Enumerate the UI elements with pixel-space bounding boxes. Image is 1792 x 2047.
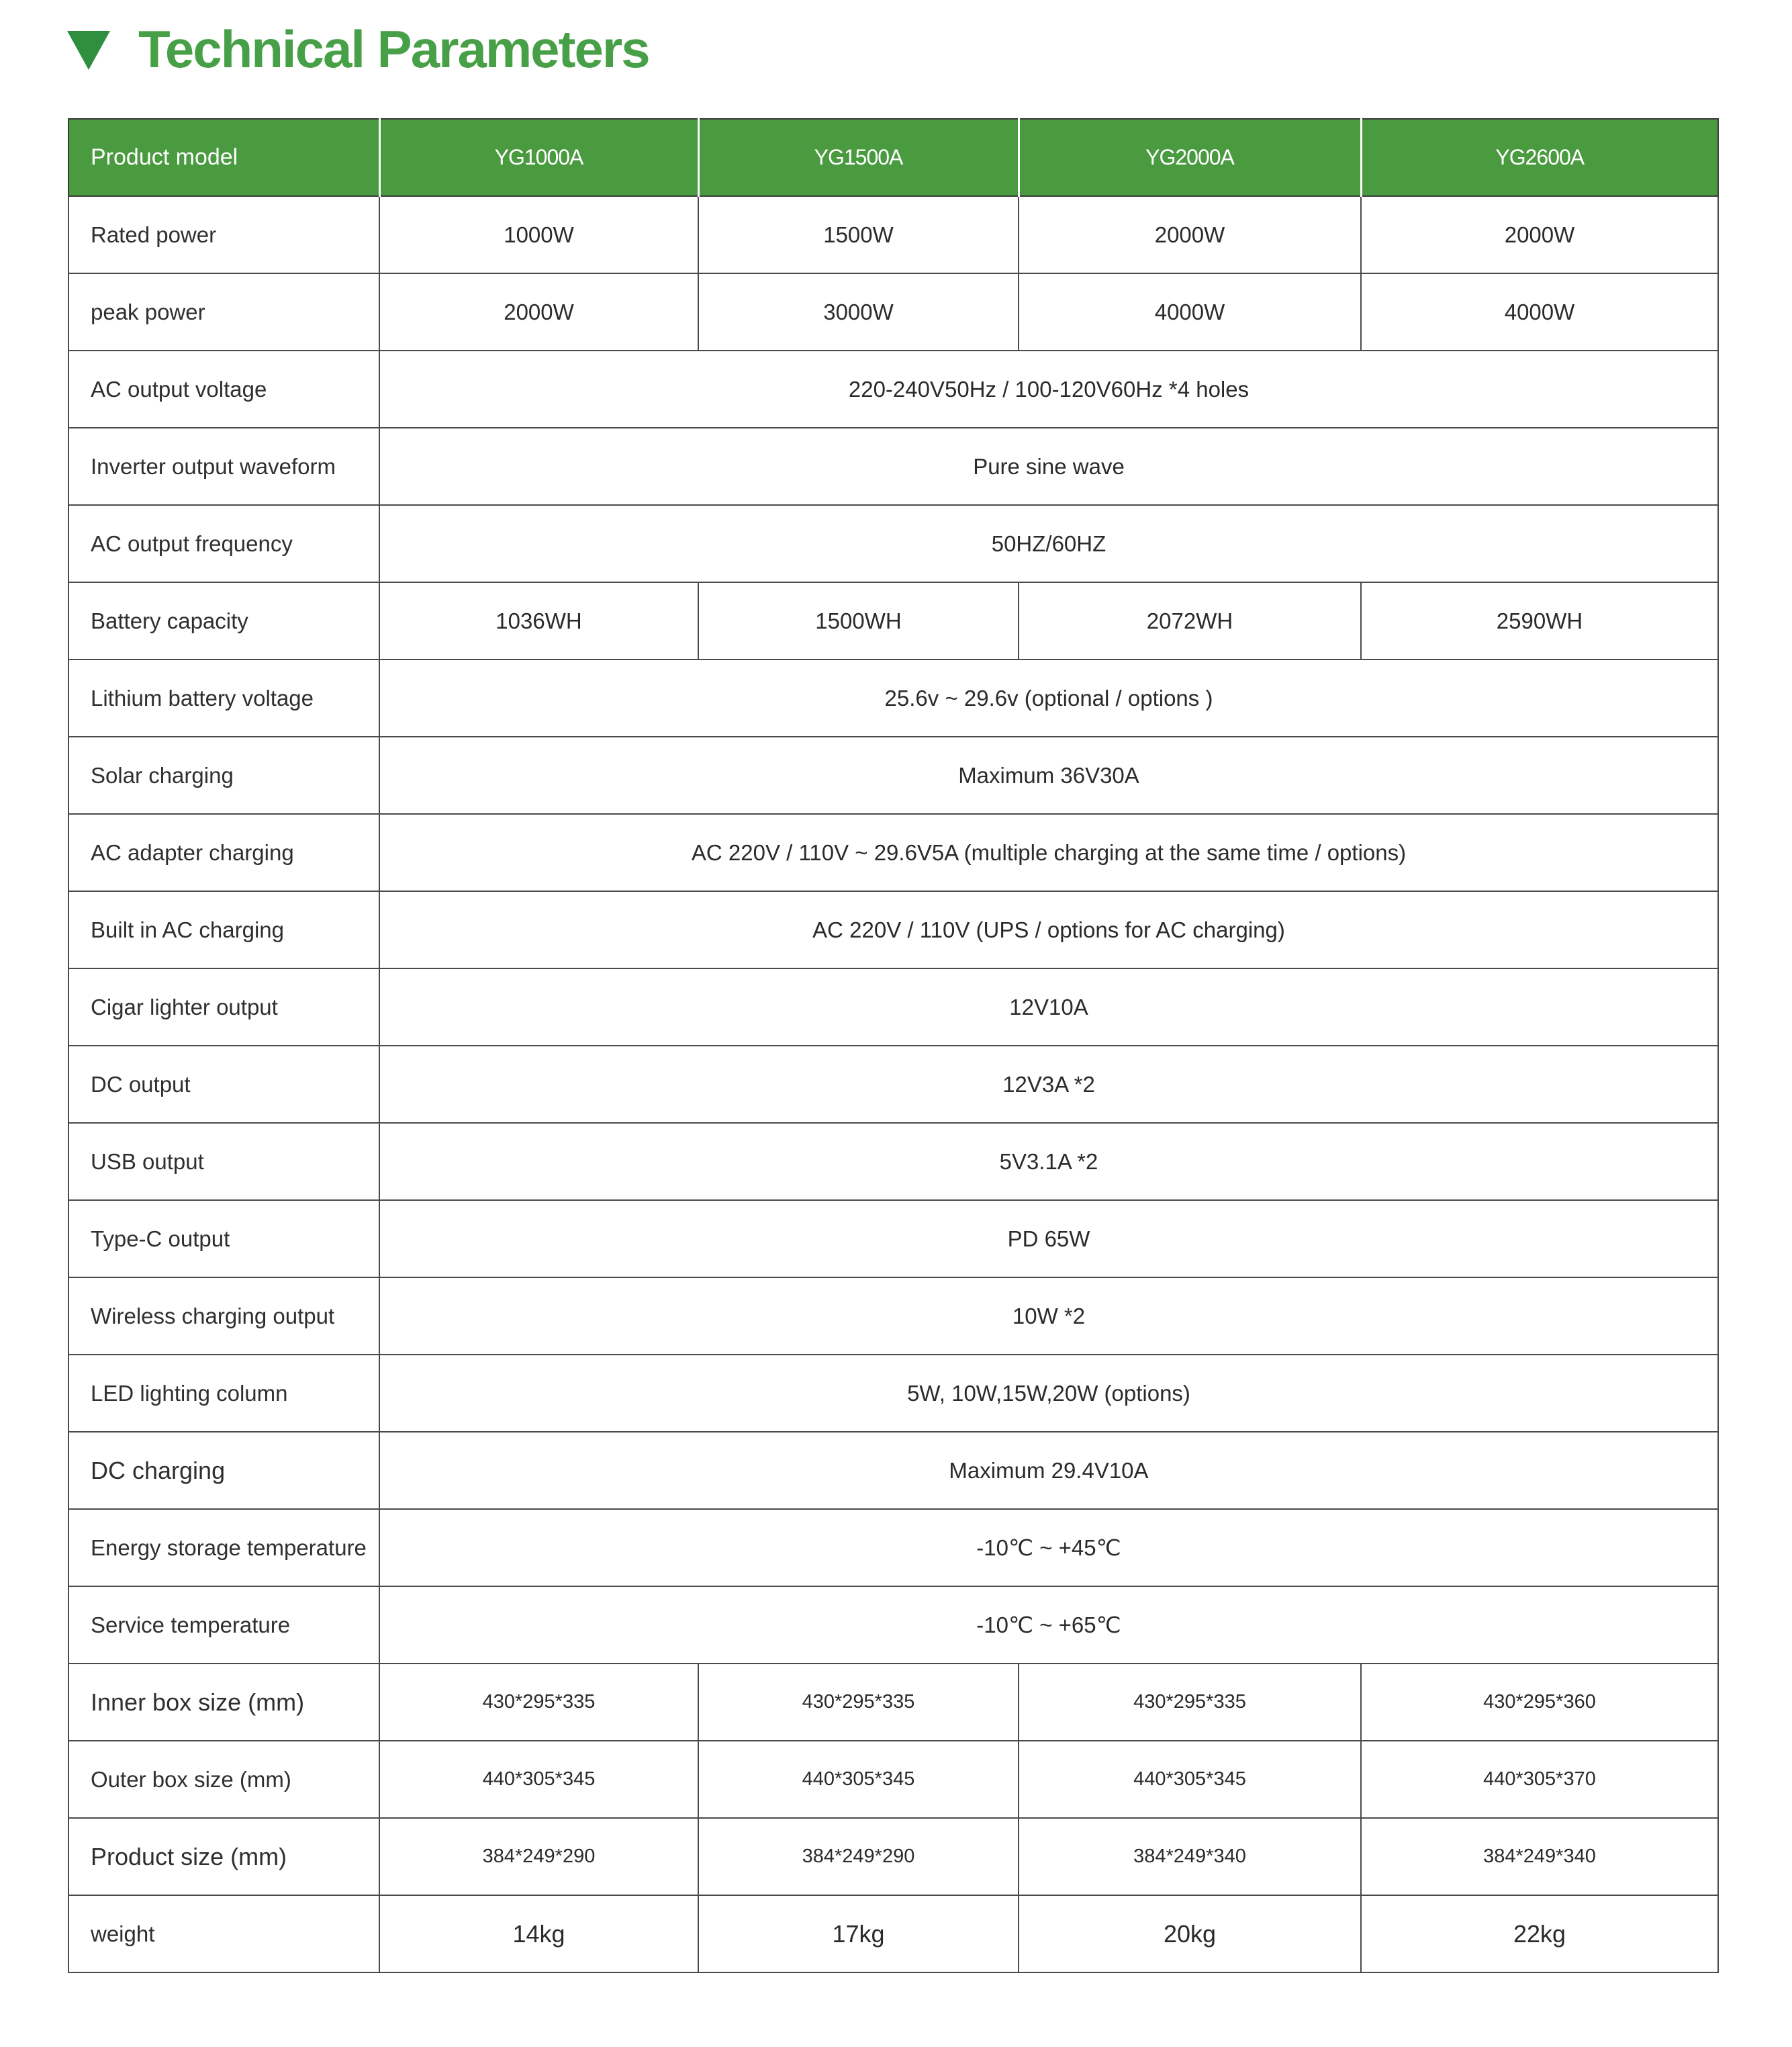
table-row — [68, 1123, 1718, 1200]
table-row — [68, 891, 1718, 968]
row-label: Energy storage temperature — [68, 1509, 379, 1586]
value-cell: 440*305*370 — [1361, 1741, 1718, 1818]
section-header — [67, 12, 649, 86]
value-cell: 1500W — [698, 196, 1019, 273]
value-cell: 384*249*290 — [698, 1818, 1019, 1895]
value-cell: 5W, 10W,15W,20W (options) — [379, 1355, 1718, 1432]
value-cell: Maximum 36V30A — [379, 737, 1718, 814]
value-cell: 5V3.1A *2 — [379, 1123, 1718, 1200]
value-cell: 2000W — [1361, 196, 1718, 273]
value-cell: 384*249*290 — [379, 1818, 698, 1895]
table-row — [68, 968, 1718, 1046]
value-cell: AC 220V / 110V (UPS / options for AC charging) — [379, 891, 1718, 968]
row-label: Inverter output waveform — [68, 428, 379, 505]
value-cell: 2000W — [379, 273, 698, 351]
table-row — [68, 1046, 1718, 1123]
page-title: Technical Parameters — [138, 19, 649, 79]
table-row — [68, 1355, 1718, 1432]
table-row — [68, 1664, 1718, 1741]
value-cell: Pure sine wave — [379, 428, 1718, 505]
value-cell: 12V10A — [379, 968, 1718, 1046]
row-label: Outer box size (mm) — [68, 1741, 379, 1818]
row-label: Service temperature — [68, 1586, 379, 1664]
value-cell: 10W *2 — [379, 1277, 1718, 1355]
row-label: DC charging — [68, 1432, 379, 1509]
header-label: Product model — [68, 119, 379, 196]
value-cell: 384*249*340 — [1361, 1818, 1718, 1895]
value-cell: 25.6v ~ 29.6v (optional / options ) — [379, 659, 1718, 737]
value-cell: 430*295*335 — [1019, 1664, 1361, 1741]
table-header-row — [68, 119, 1718, 196]
row-label: USB output — [68, 1123, 379, 1200]
model-cell: YG2000A — [1019, 119, 1361, 196]
value-cell: 4000W — [1361, 273, 1718, 351]
table-row — [68, 582, 1718, 659]
value-cell: 1500WH — [698, 582, 1019, 659]
row-label: Inner box size (mm) — [68, 1664, 379, 1741]
row-label: peak power — [68, 273, 379, 351]
row-label: Solar charging — [68, 737, 379, 814]
table-row — [68, 737, 1718, 814]
model-cell: YG1000A — [379, 119, 698, 196]
value-cell: 20kg — [1019, 1895, 1361, 1972]
value-cell: 2072WH — [1019, 582, 1361, 659]
row-label: AC output voltage — [68, 351, 379, 428]
technical-parameters-table — [68, 118, 1719, 1973]
value-cell: 440*305*345 — [698, 1741, 1019, 1818]
value-cell: 3000W — [698, 273, 1019, 351]
value-cell: -10℃ ~ +65℃ — [379, 1586, 1718, 1664]
row-label: Rated power — [68, 196, 379, 273]
value-cell: 440*305*345 — [1019, 1741, 1361, 1818]
row-label: Cigar lighter output — [68, 968, 379, 1046]
value-cell: -10℃ ~ +45℃ — [379, 1509, 1718, 1586]
row-label: Built in AC charging — [68, 891, 379, 968]
value-cell: 1036WH — [379, 582, 698, 659]
row-label: Product size (mm) — [68, 1818, 379, 1895]
row-label: LED lighting column — [68, 1355, 379, 1432]
row-label: weight — [68, 1895, 379, 1972]
row-label: DC output — [68, 1046, 379, 1123]
table-row — [68, 659, 1718, 737]
model-cell: YG1500A — [698, 119, 1019, 196]
value-cell: 14kg — [379, 1895, 698, 1972]
value-cell: 430*295*335 — [698, 1664, 1019, 1741]
table-row — [68, 1277, 1718, 1355]
value-cell: 12V3A *2 — [379, 1046, 1718, 1123]
value-cell: 17kg — [698, 1895, 1019, 1972]
table-row — [68, 1895, 1718, 1972]
value-cell: PD 65W — [379, 1200, 1718, 1277]
table-row — [68, 505, 1718, 582]
value-cell: 2000W — [1019, 196, 1361, 273]
value-cell: 220-240V50Hz / 100-120V60Hz *4 holes — [379, 351, 1718, 428]
row-label: AC adapter charging — [68, 814, 379, 891]
value-cell: 440*305*345 — [379, 1741, 698, 1818]
table-row — [68, 1432, 1718, 1509]
row-label: Type-C output — [68, 1200, 379, 1277]
table-row — [68, 1509, 1718, 1586]
value-cell: AC 220V / 110V ~ 29.6V5A (multiple charging at the same time / options) — [379, 814, 1718, 891]
table-row — [68, 428, 1718, 505]
table-row — [68, 1818, 1718, 1895]
value-cell: 2590WH — [1361, 582, 1718, 659]
row-label: Wireless charging output — [68, 1277, 379, 1355]
row-label: AC output frequency — [68, 505, 379, 582]
value-cell: 384*249*340 — [1019, 1818, 1361, 1895]
table-row — [68, 1741, 1718, 1818]
table-row — [68, 351, 1718, 428]
value-cell: 50HZ/60HZ — [379, 505, 1718, 582]
value-cell: 22kg — [1361, 1895, 1718, 1972]
table-row — [68, 814, 1718, 891]
triangle-down-icon — [67, 31, 110, 70]
value-cell: Maximum 29.4V10A — [379, 1432, 1718, 1509]
value-cell: 1000W — [379, 196, 698, 273]
value-cell: 430*295*360 — [1361, 1664, 1718, 1741]
value-cell: 430*295*335 — [379, 1664, 698, 1741]
table-row — [68, 273, 1718, 351]
value-cell: 4000W — [1019, 273, 1361, 351]
model-cell: YG2600A — [1361, 119, 1718, 196]
row-label: Battery capacity — [68, 582, 379, 659]
table-row — [68, 1200, 1718, 1277]
table-row — [68, 1586, 1718, 1664]
row-label: Lithium battery voltage — [68, 659, 379, 737]
table-row — [68, 196, 1718, 273]
